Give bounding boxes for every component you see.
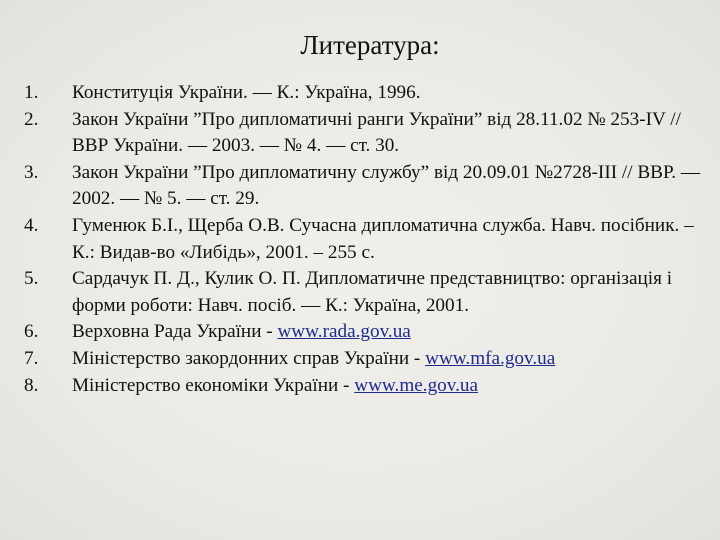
reference-text: Сардачук П. Д., Кулик О. П. Дипломатичне представництво: організація і форми роботи: Навч. посіб. — К.: Україна, 2001. bbox=[72, 268, 673, 316]
reference-number: 3. bbox=[24, 161, 39, 183]
reference-text: Верховна Рада України - bbox=[72, 321, 278, 343]
reference-item bbox=[24, 346, 704, 373]
me-link[interactable]: www.me.gov.ua bbox=[354, 374, 479, 396]
reference-item bbox=[24, 80, 704, 107]
reference-text: Гуменюк Б.І., Щерба О.В. Сучасна дипломатична служба. Навч. посібник. – К.: Видав-во «Либідь», 2001. – 255 с. bbox=[72, 214, 694, 263]
reference-text: Міністерство закордонних справ України - bbox=[72, 347, 426, 369]
mfa-link[interactable]: www.mfa.gov.ua bbox=[425, 347, 556, 369]
reference-text: Конституція України. — К.: Україна, 1996. bbox=[72, 82, 421, 103]
reference-item bbox=[24, 373, 704, 400]
reference-number: 7. bbox=[24, 347, 39, 369]
reference-item bbox=[24, 213, 704, 266]
reference-list bbox=[24, 80, 704, 399]
reference-number: 1. bbox=[24, 82, 39, 103]
reference-number: 6. bbox=[24, 321, 39, 343]
reference-item bbox=[24, 107, 704, 160]
reference-item bbox=[24, 319, 704, 346]
reference-text: Міністерство економіки України - bbox=[72, 374, 355, 396]
reference-number: 5. bbox=[24, 268, 39, 290]
reference-item bbox=[24, 160, 704, 213]
slide-title: Литература: bbox=[300, 30, 440, 60]
reference-text: Закон України ”Про дипломатичні ранги України” від 28.11.02 № 253-IV // ВВР України. — 2003. — № 4. — ст. 30. bbox=[72, 108, 681, 157]
reference-number: 2. bbox=[24, 108, 39, 130]
reference-text: Закон України ”Про дипломатичну службу” від 20.09.01 №2728-III // ВВР. — 2002. — № 5. — ст. 29. bbox=[72, 161, 701, 210]
reference-number: 4. bbox=[24, 214, 39, 236]
rada-link[interactable]: www.rada.gov.ua bbox=[277, 321, 411, 343]
reference-item bbox=[24, 266, 704, 319]
reference-number: 8. bbox=[24, 374, 39, 396]
